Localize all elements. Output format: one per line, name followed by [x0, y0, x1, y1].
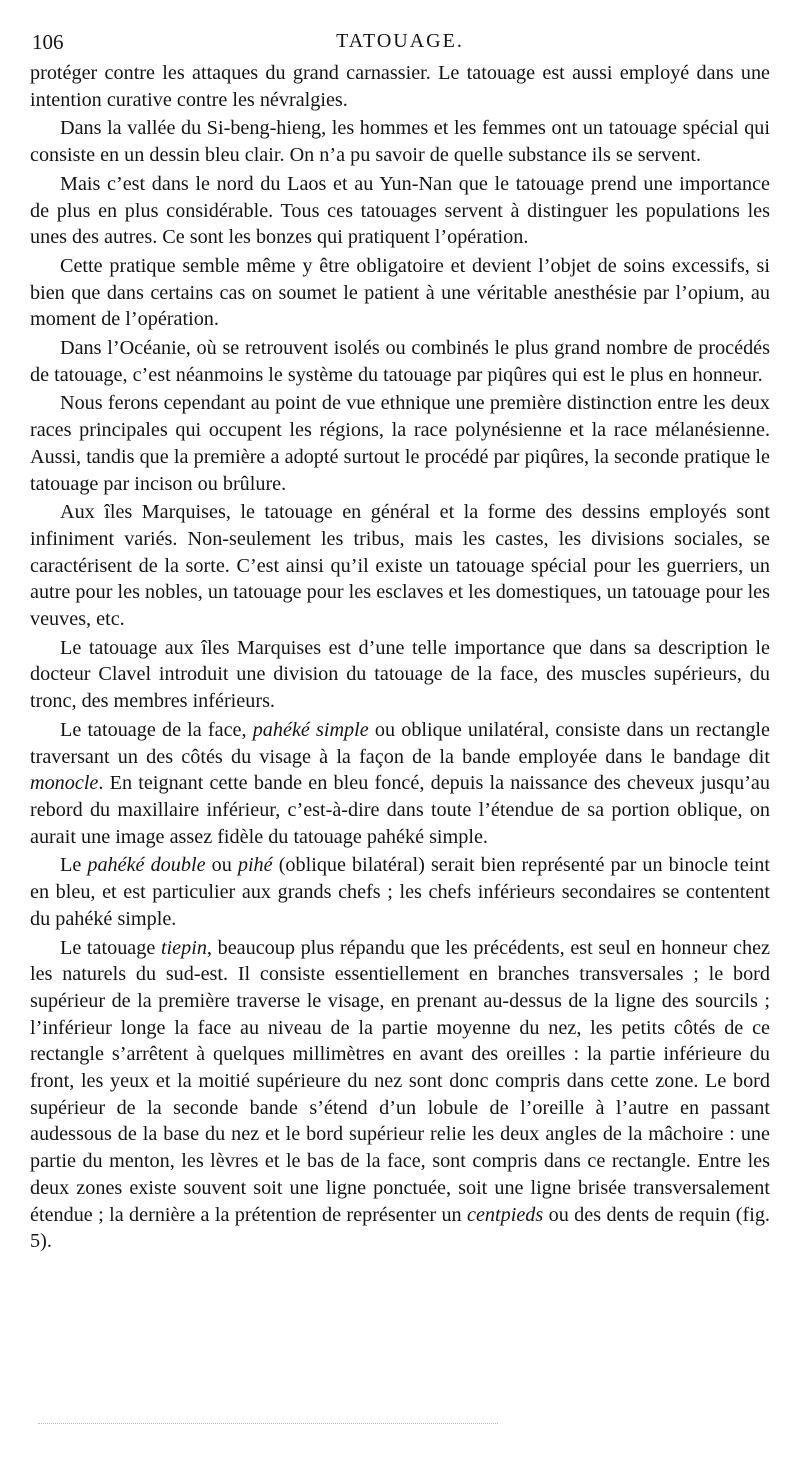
page-header — [0, 30, 800, 60]
paragraph — [30, 335, 770, 388]
text-run: protéger contre les attaques du grand carnassier. Le tatouage est aussi employé dans une intention curative contre les névralgies. — [30, 62, 770, 111]
italic-term: monocle — [30, 772, 99, 795]
text-run: Le tatouage aux îles Marquises est d’une telle importance que dans sa description le docteur Clavel introduit une division du tatouage de la face, des muscles supérieurs, du tronc, des membres inférieurs. — [30, 636, 770, 713]
paragraph — [30, 115, 770, 168]
text-run: (oblique bilatéral) serait bien représenté par un binocle teint en bleu, et est particulier aux grands chefs ; les chefs inférieurs secondaires se contentent du pahéké simple. — [30, 854, 771, 930]
paragraph — [30, 499, 770, 633]
italic-term: centpieds — [467, 1203, 544, 1226]
paragraph — [30, 60, 770, 113]
text-run: Nous ferons cependant au point de vue ethnique une première distinction entre les deux races principales qui occupent les régions, la race polynésienne et la race mélanésienne. Aussi, tandis que la première a adopté surtout le procédé par piqûres, la seconde pratique le tatouage par incison ou brûlure. — [30, 392, 770, 495]
text-run: Mais c’est dans le nord du Laos et au Yun-Nan que le tatouage prend une importance de plus en plus considérable. Tous ces tatouages servent à distinguer les populations les unes des autres. Ce sont les bonzes qui pratiquent l’opération. — [30, 172, 770, 249]
text-run: Cette pratique semble même y être obligatoire et devient l’objet de soins excessifs, si bien que dans certains cas on soumet le patient à une véritable anesthésie par l’opium, au moment de l’opération. — [30, 254, 770, 331]
text-run: . En teignant cette bande en bleu foncé, depuis la naissance des cheveux jusqu’au rebord du maxillaire inférieur, c’est-à-dire dans toute l’étendue de sa portion oblique, on aurait une image assez fidèle du tatouage pahéké simple. — [30, 772, 770, 848]
paragraph — [30, 935, 770, 1255]
text-run: , beaucoup plus répandu que les précédents, est seul en honneur chez les naturels du sud-est. Il consiste essentiellement en branches transversales ; le bord supérieur de la première traverse le visage, en prenant au-dessus de la ligne des sourcils ; l’inférieur longe la face au niveau de la partie moyenne du nez, les petits côtés de ce rectangle s’arrêtent à quelques millimètres en avant des oreilles : la partie inférieure du front, les yeux et la moitié supérieure du nez sont donc compris dans cette zone. Le bord supérieur de la seconde bande s’étend d’un lobule de l’oreille à l’autre en passant audessous de la base du nez et le bord supérieur relie les deux angles de la mâchoire : une partie du menton, les lèvres et le bas de la face, sont compris dans ce rectangle. Entre les deux zones existe souvent soit une ligne ponctuée, soit une ligne brisée transversalement étendue ; la dernière a la prétention de représenter un — [30, 936, 770, 1226]
text-run: Dans la vallée du Si-beng-hieng, les hommes et les femmes ont un tatouage spécial qui consiste en un dessin bleu clair. On n’a pu savoir de quelle substance ils se servent. — [30, 117, 770, 167]
italic-term: pahéké double — [87, 854, 206, 877]
italic-term: pahéké simple — [252, 718, 369, 741]
text-run: Dans l’Océanie, où se retrouvent isolés ou combinés le plus grand nombre de procédés de tatouage, c’est néanmoins le système du tatouage par piqûres qui est le plus en honneur. — [30, 337, 770, 386]
paragraph — [30, 635, 770, 715]
text-run: ou oblique unilatéral, consiste dans un rectangle traversant un des côtés du visage à la façon de la bande employée dans le bandage dit — [30, 718, 770, 768]
page-number: 106 — [32, 30, 64, 54]
text-run: Le tatouage — [60, 936, 161, 959]
text-run: Le — [60, 854, 88, 877]
running-title: TATOUAGE. — [336, 30, 464, 52]
text-run: Aux îles Marquises, le tatouage en général et la forme des dessins employés sont infiniment variés. Non-seulement les tribus, mais les castes, les divisions sociales, se caractérisent de la sorte. C’est ainsi qu’il existe un tatouage spécial pour les guerriers, un autre pour les nobles, un tatouage pour les esclaves et les domestiques, un tatouage pour les veuves, etc. — [30, 501, 770, 631]
paragraph — [30, 253, 770, 333]
italic-term: tiepin — [160, 936, 207, 959]
paragraph — [30, 390, 770, 497]
paragraph — [30, 852, 770, 932]
paragraph — [30, 717, 770, 851]
footer-rule — [38, 1423, 498, 1424]
text-run: ou des dents de requin (fig. 5). — [30, 1203, 770, 1253]
text-run: Le tatouage de la face, — [60, 718, 253, 741]
text-run: ou — [205, 854, 238, 877]
paragraph — [30, 171, 770, 251]
italic-term: pihé — [237, 854, 273, 877]
body-text — [30, 60, 770, 1255]
